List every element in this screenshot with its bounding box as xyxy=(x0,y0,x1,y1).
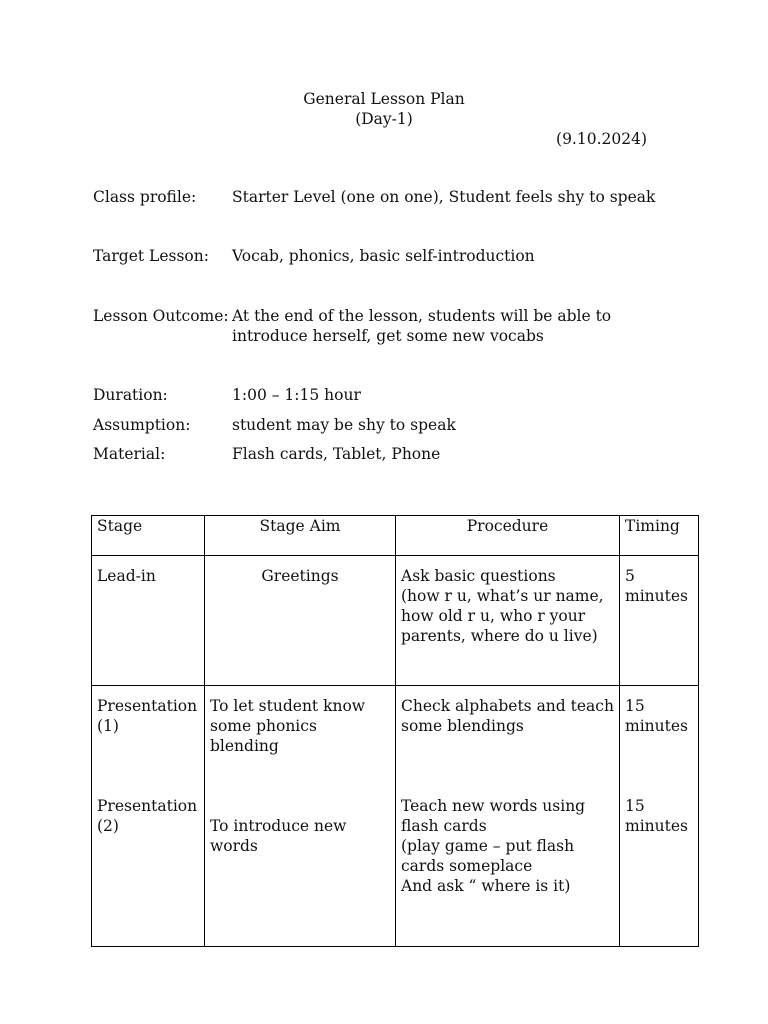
timing-cell-group xyxy=(620,686,699,947)
header-stage-aim: Stage Aim xyxy=(205,516,396,556)
table-row xyxy=(92,686,699,947)
table-row xyxy=(92,556,699,686)
material-label: Material: xyxy=(93,445,166,463)
assumption-label: Assumption: xyxy=(93,416,191,434)
duration-value: 1:00 – 1:15 hour xyxy=(232,386,361,404)
document-subtitle: (Day-1) xyxy=(355,110,413,128)
stage-aim-cell: Greetings xyxy=(205,556,396,686)
target-lesson-label: Target Lesson: xyxy=(93,247,209,265)
material-value: Flash cards, Tablet, Phone xyxy=(232,445,441,463)
procedure-cell: Check alphabets and teach some blendings xyxy=(401,697,614,735)
class-profile-value: Starter Level (one on one), Student feels shy to speak xyxy=(232,188,656,206)
stage-aim-cell-group xyxy=(205,686,396,947)
lesson-outcome-value: At the end of the lesson, students will be able to introduce herself, get some new vocabs xyxy=(232,307,612,345)
stage-cell: Lead-in xyxy=(92,556,205,686)
class-profile-label: Class profile: xyxy=(93,188,197,206)
stage-aim-cell: To let student know some phonics blending xyxy=(210,697,366,755)
target-lesson-value: Vocab, phonics, basic self-introduction xyxy=(232,247,535,265)
stage-aim-cell: To introduce new words xyxy=(210,817,347,855)
timing-cell: 5 minutes xyxy=(620,556,699,686)
header-stage: Stage xyxy=(92,516,205,556)
timing-cell: 15 minutes xyxy=(625,697,688,735)
duration-label: Duration: xyxy=(93,386,168,404)
assumption-value: student may be shy to speak xyxy=(232,416,456,434)
lesson-plan-table xyxy=(91,515,699,947)
procedure-cell: Teach new words using flash cards (play game – put flash cards someplace And ask “ where is it) xyxy=(401,797,586,895)
table-header-row xyxy=(92,516,699,556)
procedure-cell: Ask basic questions (how r u, what’s ur name, how old r u, who r your parents, where do u live) xyxy=(396,556,620,686)
lesson-outcome-label: Lesson Outcome: xyxy=(93,307,229,325)
document-title: General Lesson Plan xyxy=(303,90,465,108)
stage-cell: Presentation (2) xyxy=(97,797,198,835)
stage-cell-group xyxy=(92,686,205,947)
procedure-cell-group xyxy=(396,686,620,947)
stage-cell: Presentation (1) xyxy=(97,697,198,735)
timing-cell: 15 minutes xyxy=(625,797,688,835)
header-procedure: Procedure xyxy=(396,516,620,556)
header-timing: Timing xyxy=(620,516,699,556)
document-date: (9.10.2024) xyxy=(556,130,647,148)
